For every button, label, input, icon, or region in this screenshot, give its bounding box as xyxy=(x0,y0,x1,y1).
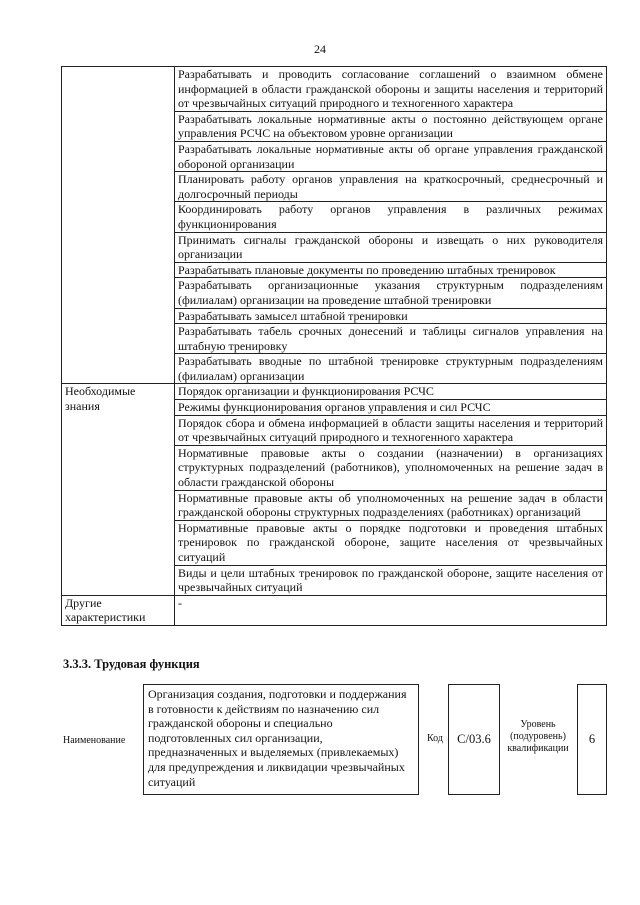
table-row xyxy=(62,595,607,625)
table-cell: Разрабатывать и проводить согласование соглашений о взаимном обмене информацией в области гражданской обороны и защиты населения и территорий от чрезвычайных ситуаций природного и техногенного характера xyxy=(175,67,607,112)
table-cell: Разрабатывать организационные указания структурным подразделениям (филиалам) организации на проведение штабной тренировки xyxy=(175,278,607,308)
table-cell: Виды и цели штабных тренировок по гражданской обороне, защите населения от чрезвычайных ситуаций xyxy=(175,565,607,595)
table-cell: Разрабатывать табель срочных донесений и таблицы сигналов управления на штабную тренировку xyxy=(175,324,607,354)
table-cell: Порядок организации и функционирования РСЧС xyxy=(175,384,607,400)
table-cell: Нормативные правовые акты о порядке подготовки и проведения штабных тренировок по гражданской обороне, защите населения от чрезвычайных ситуаций xyxy=(175,520,607,565)
table-cell: Разрабатывать локальные нормативные акты об органе управления гражданской обороной организации xyxy=(175,141,607,171)
table-cell: Нормативные правовые акты об уполномоченных на решение задач в области гражданской обороны структурных подразделениях (работниках) организаций xyxy=(175,490,607,520)
competency-table xyxy=(61,66,607,626)
other-label-cell: Другие характеристики xyxy=(62,595,175,625)
table-cell: Координировать работу органов управления в различных режимах функционирования xyxy=(175,202,607,232)
table-cell: Режимы функционирования органов управления и сил РСЧС xyxy=(175,400,607,416)
table-cell: - xyxy=(175,595,607,625)
tf-level-label: Уровень (подуровень) квалификации xyxy=(507,719,569,754)
table-cell: Разрабатывать замысел штабной тренировки xyxy=(175,308,607,324)
tf-code-value: С/03.6 xyxy=(448,684,500,795)
skills-label-cell xyxy=(62,67,175,384)
table-row xyxy=(62,67,607,112)
tf-level-value: 6 xyxy=(577,684,607,795)
competency-table-body xyxy=(62,67,607,626)
page-number: 24 xyxy=(314,42,326,56)
tf-code-label: Код xyxy=(427,733,443,744)
table-cell: Разрабатывать локальные нормативные акты о постоянно действующем органе управления РСЧС на объектовом уровне организации xyxy=(175,111,607,141)
table-cell: Нормативные правовые акты о создании (назначении) в организациях структурных подразделений (работников), уполномоченных на решение задач в области гражданской обороны xyxy=(175,445,607,490)
table-cell: Планировать работу органов управления на краткосрочный, среднесрочный и долгосрочный периоды xyxy=(175,172,607,202)
section-title: 3.3.3. Трудовая функция xyxy=(63,657,200,671)
table-cell: Принимать сигналы гражданской обороны и извещать о них руководителя организации xyxy=(175,232,607,262)
table-cell: Разрабатывать вводные по штабной тренировке структурным подразделениям (филиалам) организации xyxy=(175,354,607,384)
table-cell: Порядок сбора и обмена информацией в области защиты населения и территорий от чрезвычайных ситуаций природного и техногенного характера xyxy=(175,415,607,445)
tf-name-value: Организация создания, подготовки и поддержания в готовности к действиям по назначению сил гражданской обороны и специально подготовленных сил организации, предназначенных и выделяемых (привлекаемых) для предупреждения и ликвидации чрезвычайных ситуаций xyxy=(143,684,419,795)
table-cell: Разрабатывать плановые документы по проведению штабных тренировок xyxy=(175,262,607,278)
tf-name-label: Наименование xyxy=(63,735,126,746)
knowledge-label-cell: Необходимые знания xyxy=(62,384,175,595)
table-row xyxy=(62,384,607,400)
